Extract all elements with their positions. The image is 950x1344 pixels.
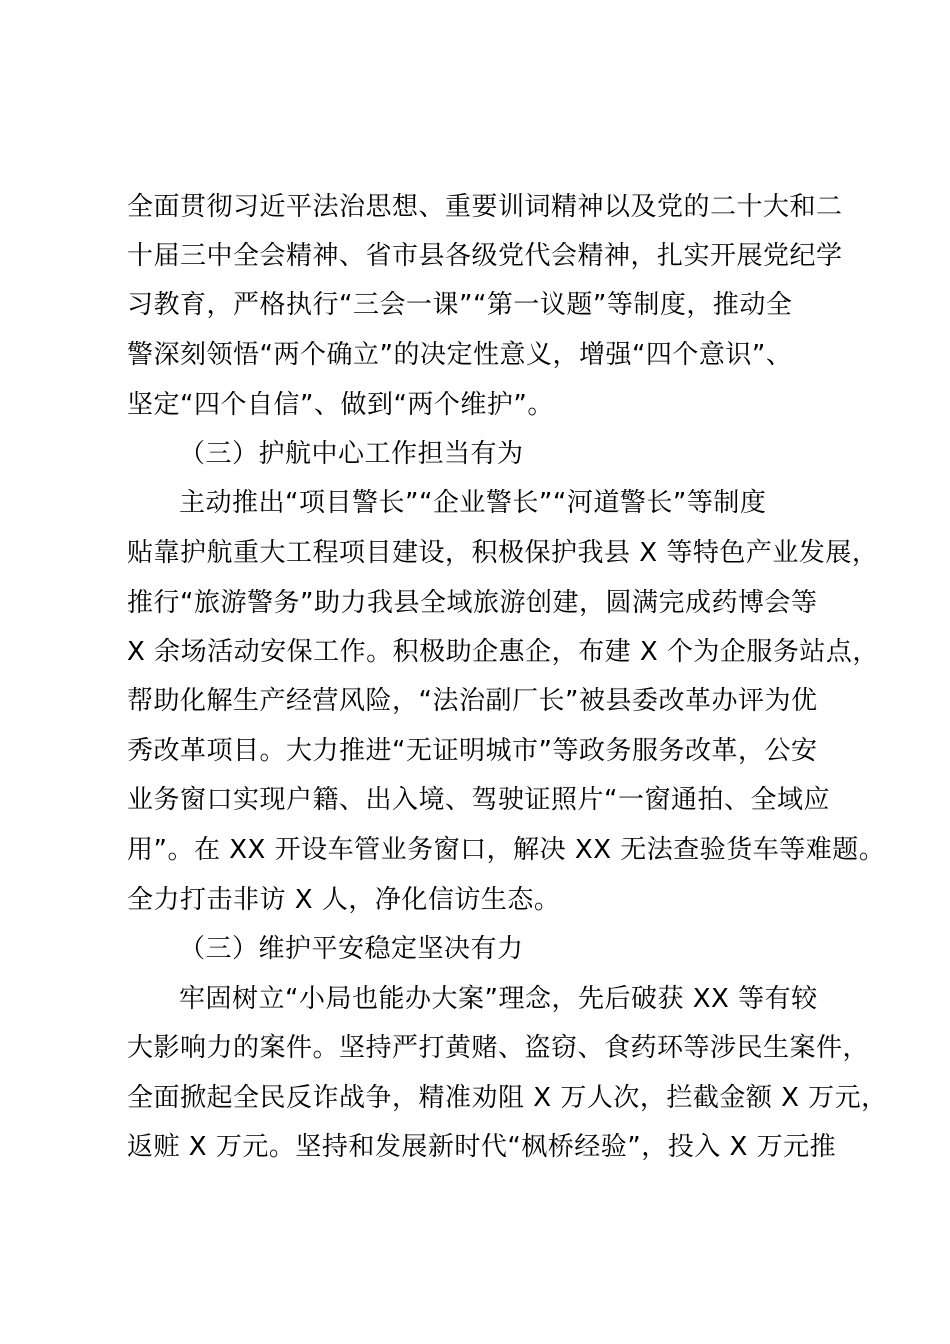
body-line: 推行“旅游警务”助力我县全域旅游创建，圆满完成药博会等 [127, 588, 818, 618]
body-line: 全面掀起全民反诈战争，精准劝阻 X 万人次，拦截金额 X 万元， [127, 1083, 888, 1113]
body-line: 全力打击非访 X 人，净化信访生态。 [127, 885, 561, 915]
body-line: X 余场活动安保工作。积极助企惠企，布建 X 个为企服务站点， [127, 637, 879, 667]
body-line: 贴靠护航重大工程项目建设，积极保护我县 X 等特色产业发展， [127, 538, 879, 568]
body-line: 用”。在 XX 开设车管业务窗口，解决 XX 无法查验货车等难题。 [127, 835, 886, 865]
section-heading: （三）维护平安稳定坚决有力 [179, 934, 524, 964]
body-line: 秀改革项目。大力推进“无证明城市”等政务服务改革，公安 [127, 736, 818, 766]
body-line: 主动推出“项目警长”“企业警长”“河道警长”等制度 [179, 488, 767, 518]
body-line: 习教育，严格执行“三会一课”“第一议题”等制度，推动全 [127, 290, 793, 320]
body-line: 坚定“四个自信”、做到“两个维护”。 [127, 390, 554, 420]
body-line: 大影响力的案件。坚持严打黄赌、盗窃、食药环等涉民生案件， [127, 1033, 870, 1063]
body-line: 帮助化解生产经营风险，“法治副厂长”被县委改革办评为优 [127, 686, 818, 716]
body-line: 业务窗口实现户籍、出入境、驾驶证照片“一窗通拍、全域应 [127, 785, 830, 815]
body-line: 牢固树立“小局也能办大案”理念，先后破获 XX 等有较 [179, 984, 818, 1014]
section-heading: （三）护航中心工作担当有为 [179, 439, 524, 469]
body-line: 警深刻领悟“两个确立”的决定性意义，增强“四个意识”、 [127, 340, 793, 370]
body-line: 返赃 X 万元。坚持和发展新时代“枫桥经验”，投入 X 万元推 [127, 1132, 837, 1162]
body-line: 全面贯彻习近平法治思想、重要训词精神以及党的二十大和二 [127, 192, 843, 222]
body-line: 十届三中全会精神、省市县各级党代会精神，扎实开展党纪学 [127, 241, 843, 271]
